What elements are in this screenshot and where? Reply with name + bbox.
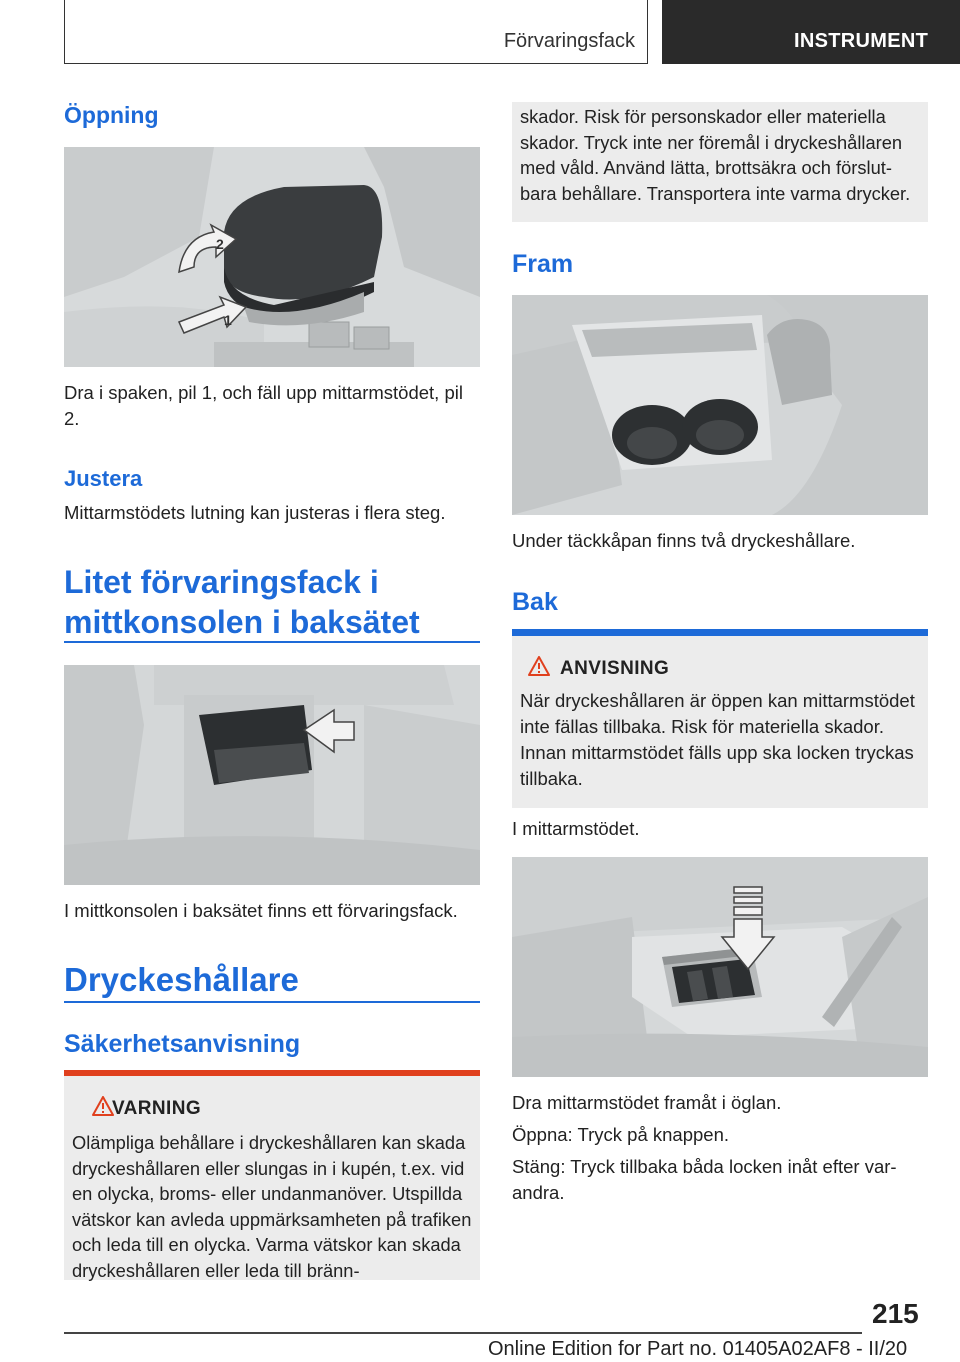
divider-rule-2 [64,1001,480,1003]
figure-rear-cupholder [512,857,928,1077]
divider-rule [64,641,480,643]
fig1-caption: Dra i spaken, pil 1, och fäll upp mittarmstödet, pil 2. [64,382,463,429]
figure-rear-storage [64,665,480,885]
warning-box [64,1076,480,1280]
notice-text: När dryckeshållaren är öppen kan mittarmstödet inte fällas tillbaka. Risk för materiella skador. Innan mittarmstödet fälls upp ska locken tryckas tillbaka. [520,690,915,789]
warning-continued-text: skador. Risk för personskador eller materiella skador. Tryck inte ner föremål i dryckeshållaren med våld. Använd lätta, brottsäkra och förslutbara behållare. Transportera inte varma drycker. [520,106,911,204]
page-number: 215 [872,1298,919,1329]
heading-dryckeshallare: Dryckeshållare [64,961,299,998]
step-1: Dra mittarmstödet framåt i öglan. [512,1092,782,1113]
notice-blue-bar [512,629,928,636]
notice-box [512,636,928,808]
warning-title: VARNING [112,1098,202,1119]
footer-edition: Online Edition for Part no. 01405A02AF8 - II/20 [488,1338,908,1360]
page-header [0,0,960,66]
notice-title: ANVISNING [560,658,670,679]
fram-caption: Under täckkåpan finns två dryckeshållare. [512,530,856,551]
figure-armrest-open [64,147,480,367]
figure-front-cupholders [512,295,928,515]
section-title: Förvaringsfack [503,30,635,52]
chapter-title: INSTRUMENT [794,30,929,52]
step-3: Stäng: Tryck tillbaka båda locken inåt efter varandra. [512,1156,897,1203]
heading-sakerhetsanvisning: Säkerhetsanvisning [64,1030,301,1058]
header-chapter-tab [662,0,960,64]
justera-text: Mittarmstödets lutning kan justeras i flera steg. [64,502,446,523]
header-section-tab [64,0,648,64]
fig2-caption: I mittkonsolen i baksätet finns ett förvaringsfack. [64,900,458,921]
warning-box-continued [512,102,928,222]
heading-litet-line2: mittkonsolen i baksätet [64,604,420,640]
warning-text: Olämpliga behållare i dryckeshållaren kan skada dryckeshållaren eller slungas in i kupén, t.ex. vid en olycka, broms- eller undanmanöver. Utspillda vätskor kan avleda uppmärksamheten på trafiken och leda till en olycka. Varma vätskor kan skada dryckeshållaren eller leda till bränn- [72,1132,472,1281]
step-2: Öppna: Tryck på knappen. [512,1124,729,1145]
arrow-1-label: 1 [224,312,232,328]
notice-icon [528,656,550,676]
footer-rule [64,1332,862,1334]
bak-intro: I mittarmstödet. [512,818,640,839]
heading-litet-line1: Litet förvaringsfack i [64,564,379,600]
warning-icon [92,1096,114,1116]
heading-oppning: Öppning [64,102,159,128]
heading-fram: Fram [512,250,574,278]
arrow-2-label: 2 [216,236,224,252]
heading-bak: Bak [512,588,558,616]
heading-justera: Justera [64,466,143,491]
